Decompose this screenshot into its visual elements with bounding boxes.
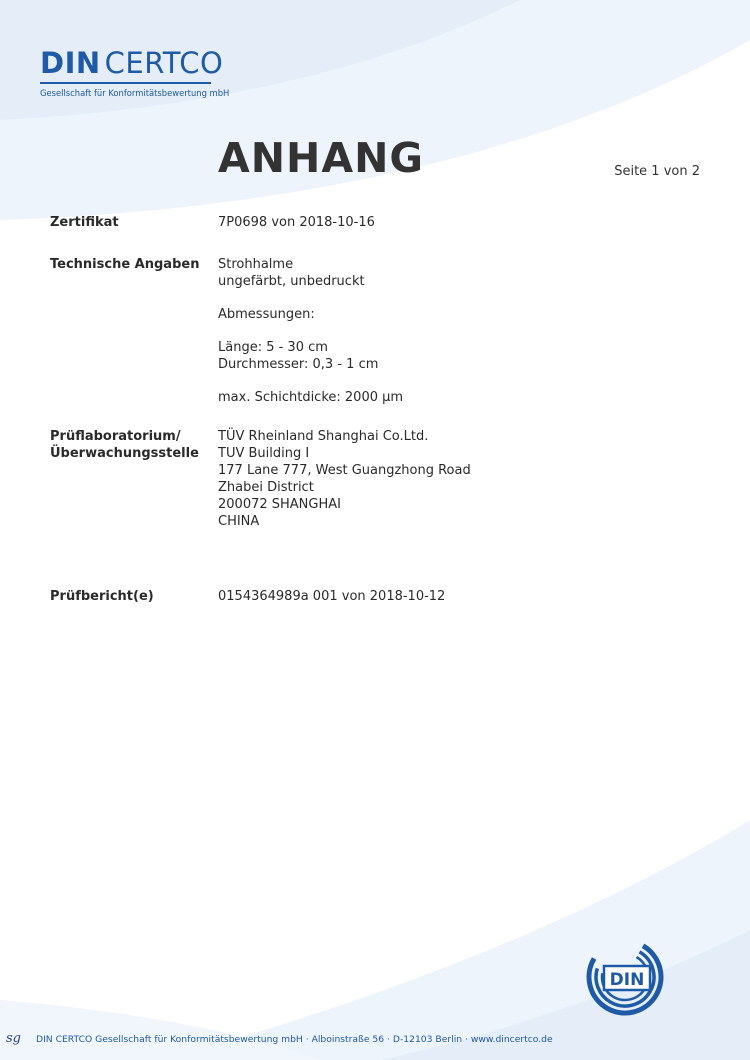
address-line: CHINA	[218, 514, 260, 529]
spacer	[218, 290, 698, 306]
spacer	[218, 373, 698, 389]
technical-label: Technische Angaben	[50, 257, 200, 272]
report-value: 0154364989a 001 von 2018-10-12	[218, 589, 446, 604]
certificate-value: 7P0698 von 2018-10-16	[218, 215, 375, 230]
address-line: Zhabei District	[218, 480, 314, 495]
technical-values	[218, 256, 698, 406]
report-label: Prüfbericht(e)	[50, 589, 154, 604]
spacer	[218, 323, 698, 339]
dincertco-logo	[40, 44, 230, 98]
technical-line: Abmessungen:	[218, 307, 315, 322]
laboratory-label-line2: Überwachungsstelle	[50, 446, 199, 461]
address-line: TÜV Rheinland Shanghai Co.Ltd.	[218, 429, 429, 444]
seal-text: DIN	[609, 970, 645, 990]
certificate-label: Zertifikat	[50, 215, 119, 230]
laboratory-label	[50, 428, 210, 462]
handwritten-initials: sg	[6, 1031, 21, 1046]
technical-line: ungefärbt, unbedruckt	[218, 274, 365, 289]
logo-underline	[40, 82, 211, 84]
page-footer	[0, 1030, 750, 1052]
din-seal-icon	[586, 938, 664, 1016]
address-line: 200072 SHANGHAI	[218, 497, 341, 512]
technical-line: Länge: 5 - 30 cm	[218, 340, 328, 355]
page-title: ANHANG	[218, 134, 425, 182]
logo-wordmark	[40, 44, 223, 80]
logo-brand-part2: CERTCO	[104, 46, 224, 80]
address-line: 177 Lane 777, West Guangzhong Road	[218, 463, 471, 478]
footer-address: DIN CERTCO Gesellschaft für Konformitätsbewertung mbH · Alboinstraße 56 · D-12103 Berlin · www.dincertco.de	[36, 1034, 553, 1045]
page-number: Seite 1 von 2	[614, 164, 700, 179]
technical-line: Strohhalme	[218, 257, 294, 272]
logo-subtitle: Gesellschaft für Konformitätsbewertung mbH	[40, 88, 230, 98]
technical-line: max. Schichtdicke: 2000 µm	[218, 390, 404, 405]
technical-line: Durchmesser: 0,3 - 1 cm	[218, 357, 379, 372]
laboratory-address	[218, 428, 698, 530]
laboratory-label-line1: Prüflaboratorium/	[50, 429, 181, 444]
address-line: TUV Building I	[218, 446, 310, 461]
logo-brand-part1: DIN	[40, 46, 101, 80]
